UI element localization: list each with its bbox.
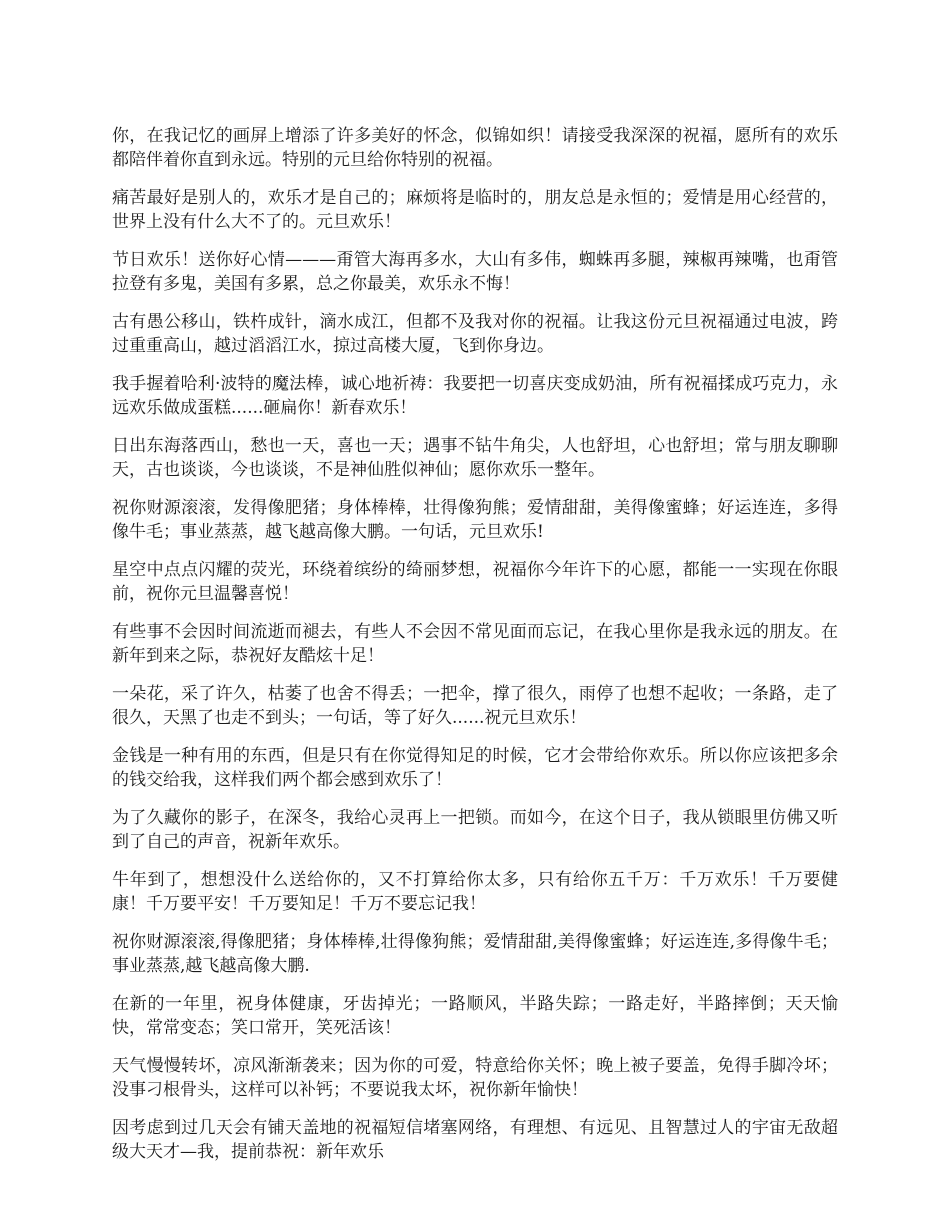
paragraph: 星空中点点闪耀的荧光，环绕着缤纷的绮丽梦想，祝福你今年许下的心愿，都能一一实现在你眼前，祝你元旦温馨喜悦！ xyxy=(112,560,838,604)
paragraph: 为了久藏你的影子，在深冬，我给心灵再上一把锁。而如今，在这个日子，我从锁眼里仿佛又听到了自己的声音，祝新年欢乐。 xyxy=(112,808,838,852)
paragraph: 牛年到了，想想没什么送给你的，又不打算给你太多，只有给你五千万：千万欢乐！千万要健康！千万要平安！千万要知足！千万不要忘记我！ xyxy=(112,870,838,914)
paragraph: 天气慢慢转坏，凉风渐渐袭来；因为你的可爱，特意给你关怀；晚上被子要盖，免得手脚冷坏；没事刁根骨头，这样可以补钙；不要说我太坏，祝你新年愉快！ xyxy=(112,1056,838,1100)
paragraph: 我手握着哈利·波特的魔法棒，诚心地祈祷：我要把一切喜庆变成奶油，所有祝福揉成巧克力，永远欢乐做成蛋糕......砸扁你！新春欢乐！ xyxy=(112,374,838,418)
paragraph: 日出东海落西山，愁也一天，喜也一天；遇事不钻牛角尖，人也舒坦，心也舒坦；常与朋友聊聊天，古也谈谈，今也谈谈，不是神仙胜似神仙；愿你欢乐一整年。 xyxy=(112,436,838,480)
paragraph: 你，在我记忆的画屏上增添了许多美好的怀念，似锦如织！请接受我深深的祝福，愿所有的欢乐都陪伴着你直到永远。特别的元旦给你特别的祝福。 xyxy=(112,126,838,170)
paragraph: 痛苦最好是别人的，欢乐才是自己的；麻烦将是临时的，朋友总是永恒的；爱情是用心经营的，世界上没有什么大不了的。元旦欢乐！ xyxy=(112,188,838,232)
paragraph: 金钱是一种有用的东西，但是只有在你觉得知足的时候，它才会带给你欢乐。所以你应该把多余的钱交给我，这样我们两个都会感到欢乐了！ xyxy=(112,746,838,790)
paragraph: 有些事不会因时间流逝而褪去，有些人不会因不常见面而忘记，在我心里你是我永远的朋友。在新年到来之际，恭祝好友酷炫十足！ xyxy=(112,622,838,666)
paragraph: 一朵花，采了许久，枯萎了也舍不得丢；一把伞，撑了很久，雨停了也想不起收；一条路，走了很久，天黑了也走不到头；一句话，等了好久......祝元旦欢乐！ xyxy=(112,684,838,728)
paragraph: 在新的一年里，祝身体健康，牙齿掉光；一路顺风，半路失踪；一路走好，半路摔倒；天天愉快，常常变态；笑口常开，笑死活该！ xyxy=(112,994,838,1038)
paragraph: 祝你财源滚滚,得像肥猪；身体棒棒,壮得像狗熊；爱情甜甜,美得像蜜蜂；好运连连,多得像牛毛；事业蒸蒸,越飞越高像大鹏. xyxy=(112,932,838,976)
paragraph: 祝你财源滚滚，发得像肥猪；身体棒棒，壮得像狗熊；爱情甜甜，美得像蜜蜂；好运连连，多得像牛毛；事业蒸蒸，越飞越高像大鹏。一句话，元旦欢乐! xyxy=(112,498,838,542)
paragraph: 因考虑到过几天会有铺天盖地的祝福短信堵塞网络，有理想、有远见、且智慧过人的宇宙无敌超级大天才—我，提前恭祝：新年欢乐 xyxy=(112,1118,838,1162)
paragraph: 古有愚公移山，铁杵成针，滴水成江，但都不及我对你的祝福。让我这份元旦祝福通过电波，跨过重重高山，越过滔滔江水，掠过高楼大厦，飞到你身边。 xyxy=(112,312,838,356)
paragraph: 节日欢乐！送你好心情———甭管大海再多水，大山有多伟，蜘蛛再多腿，辣椒再辣嘴，也甭管拉登有多鬼，美国有多累，总之你最美，欢乐永不悔！ xyxy=(112,250,838,294)
